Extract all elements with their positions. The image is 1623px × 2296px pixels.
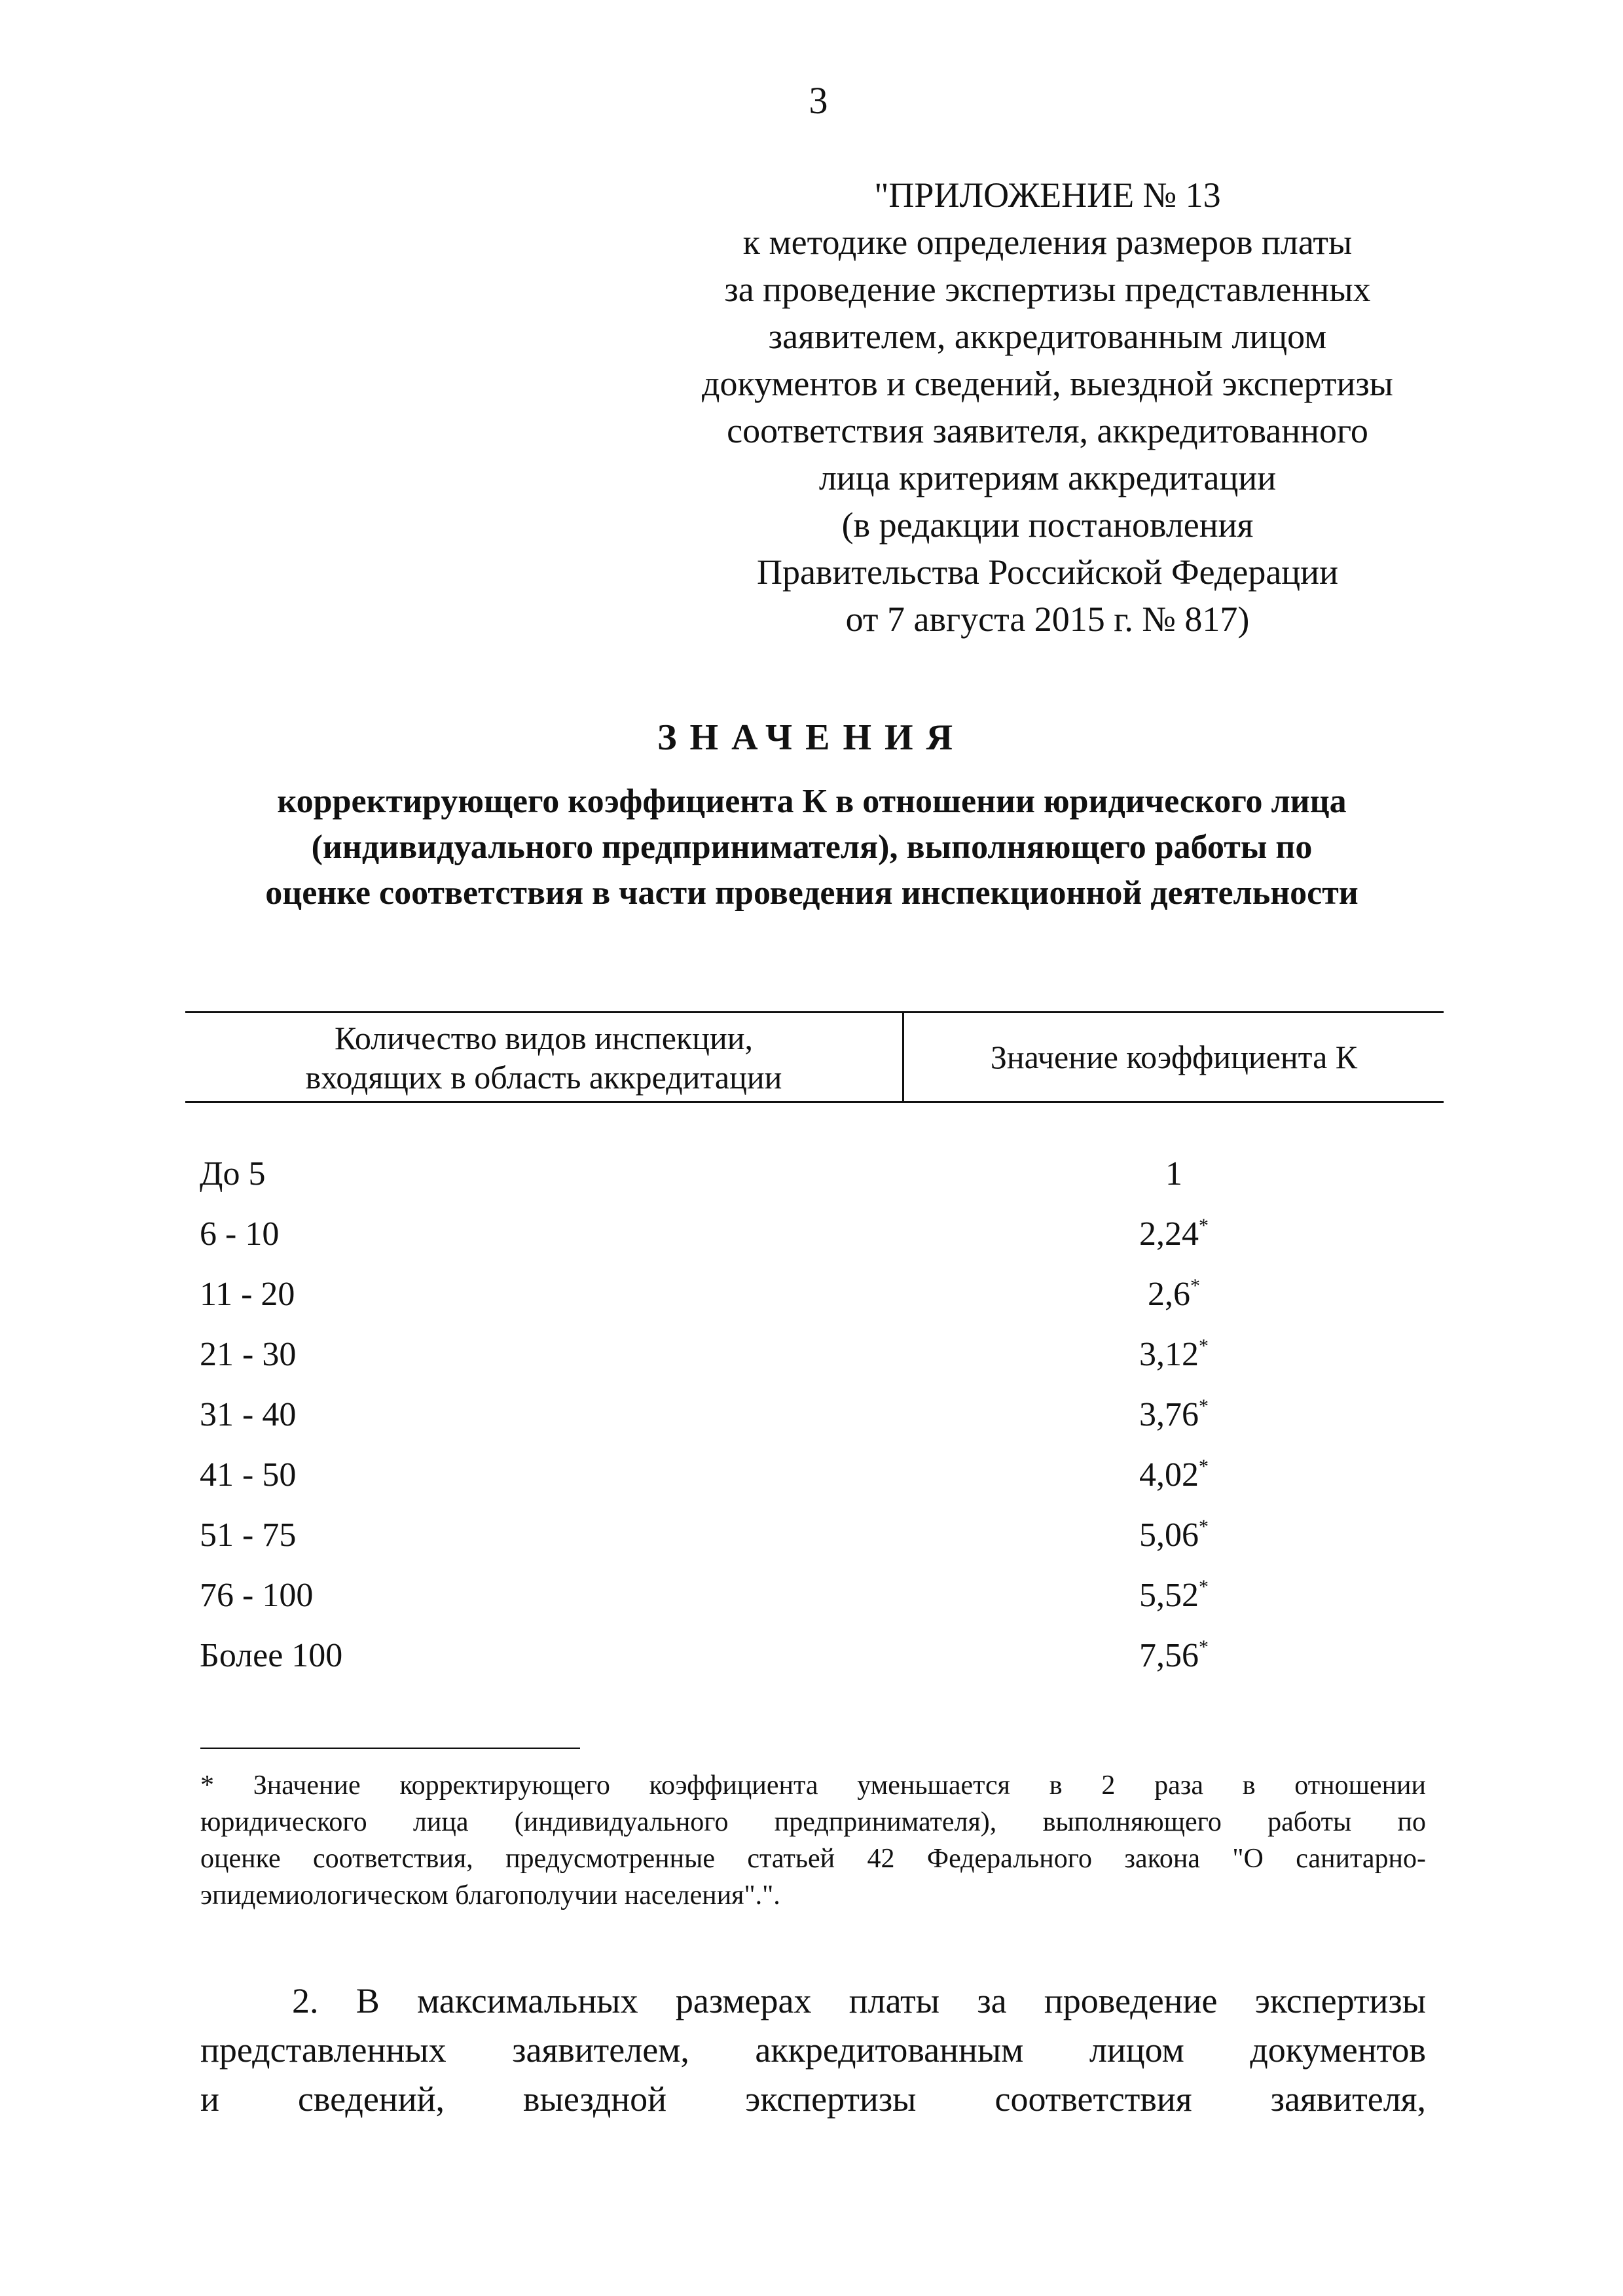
range-cell: 31 - 40 [200,1395,297,1433]
table-row [185,1444,1444,1505]
value-text: 4,02 [1139,1456,1199,1494]
footnote-mark: * [1199,1515,1209,1537]
value-text: 1 [1165,1155,1182,1193]
appendix-line: лица критериям аккредитации [818,458,1277,497]
range-cell: 11 - 20 [200,1275,295,1313]
footnote-mark: * [1199,1636,1209,1658]
value-cell [904,1155,1444,1193]
value-text: 3,76 [1139,1395,1199,1433]
range-cell: 51 - 75 [200,1516,297,1554]
footnote-mark: * [1199,1214,1209,1236]
appendix-line: к методике определения размеров платы [742,223,1353,262]
footnote [200,1767,1426,1914]
footnote-separator [200,1748,580,1749]
paragraph-line: и сведений, выездной экспертизы соответствия заявителя, [200,2079,1426,2119]
range-cell: Более 100 [200,1636,343,1674]
table-body [185,1143,1444,1685]
subtitle-line: корректирующего коэффициента К в отношении юридического лица [277,783,1347,820]
appendix-line: (в редакции постановления [841,505,1254,545]
table-row [185,1264,1444,1324]
value-cell [904,1456,1444,1494]
value-text: 2,6 [1148,1275,1190,1313]
table-header [185,1011,1444,1103]
value-text: 3,12 [1139,1335,1199,1373]
value-text: 2,24 [1139,1215,1199,1253]
table-row [185,1143,1444,1204]
footnote-mark: * [1199,1395,1209,1417]
paragraph-line: представленных заявителем, аккредитованным лицом документов [200,2030,1426,2070]
appendix-line: "ПРИЛОЖЕНИЕ № 13 [874,175,1221,215]
header-left-line: Количество видов инспекции, [335,1020,753,1056]
table-row [185,1625,1444,1685]
footnote-line: оценке соответствия, предусмотренные статьей 42 Федерального закона "О санитарно- [200,1844,1426,1874]
document-title: ЗНАЧЕНИЯ [657,717,966,758]
table-row [185,1505,1444,1565]
footnote-mark: * [1199,1335,1209,1357]
range-cell: До 5 [200,1155,266,1193]
range-cell: 21 - 30 [200,1335,297,1373]
value-text: 7,56 [1139,1636,1199,1674]
subtitle-line: (индивидуального предпринимателя), выполняющего работы по [311,829,1313,866]
value-text: 5,52 [1139,1576,1199,1614]
value-cell [904,1215,1444,1253]
value-cell [904,1335,1444,1374]
footnote-mark: * [1199,1575,1209,1598]
coefficient-table [185,1011,1444,1685]
range-cell: 76 - 100 [200,1576,314,1614]
value-cell [904,1395,1444,1434]
table-row [185,1565,1444,1625]
appendix-caption [655,171,1440,643]
footnote-line: * Значение корректирующего коэффициента уменьшается в 2 раза в отношении [200,1770,1426,1801]
body-paragraph [200,1977,1426,2124]
footnote-mark: * [1190,1274,1200,1297]
value-cell [904,1275,1444,1314]
value-cell [904,1576,1444,1615]
header-left-line: входящих в область аккредитации [305,1059,782,1096]
table-row [185,1204,1444,1264]
table-row [185,1324,1444,1384]
table-row [185,1384,1444,1444]
appendix-line: заявителем, аккредитованным лицом [768,317,1327,356]
paragraph-line: 2. В максимальных размерах платы за проведение экспертизы [292,1981,1426,2020]
document-subtitle [196,779,1427,916]
page-number: 3 [809,79,828,122]
footnote-line: юридического лица (индивидуального предпринимателя), выполняющего работы по [200,1807,1426,1837]
header-coefficient-value: Значение коэффициента К [990,1039,1358,1075]
subtitle-line: оценке соответствия в части проведения инспекционной деятельности [265,874,1359,912]
value-cell [904,1516,1444,1554]
appendix-line: от 7 августа 2015 г. № 817) [845,600,1250,639]
appendix-line: документов и сведений, выездной экспертизы [702,364,1393,403]
appendix-line: Правительства Российской Федерации [757,552,1338,592]
appendix-line: соответствия заявителя, аккредитованного [727,411,1368,450]
footnote-line: эпидемиологическом благополучии населения".". [200,1880,780,1910]
range-cell: 6 - 10 [200,1215,280,1253]
range-cell: 41 - 50 [200,1456,297,1494]
value-text: 5,06 [1139,1516,1199,1554]
header-inspection-count [185,1013,904,1101]
footnote-mark: * [1199,1455,1209,1477]
value-cell [904,1636,1444,1675]
appendix-line: за проведение экспертизы представленных [724,270,1371,309]
